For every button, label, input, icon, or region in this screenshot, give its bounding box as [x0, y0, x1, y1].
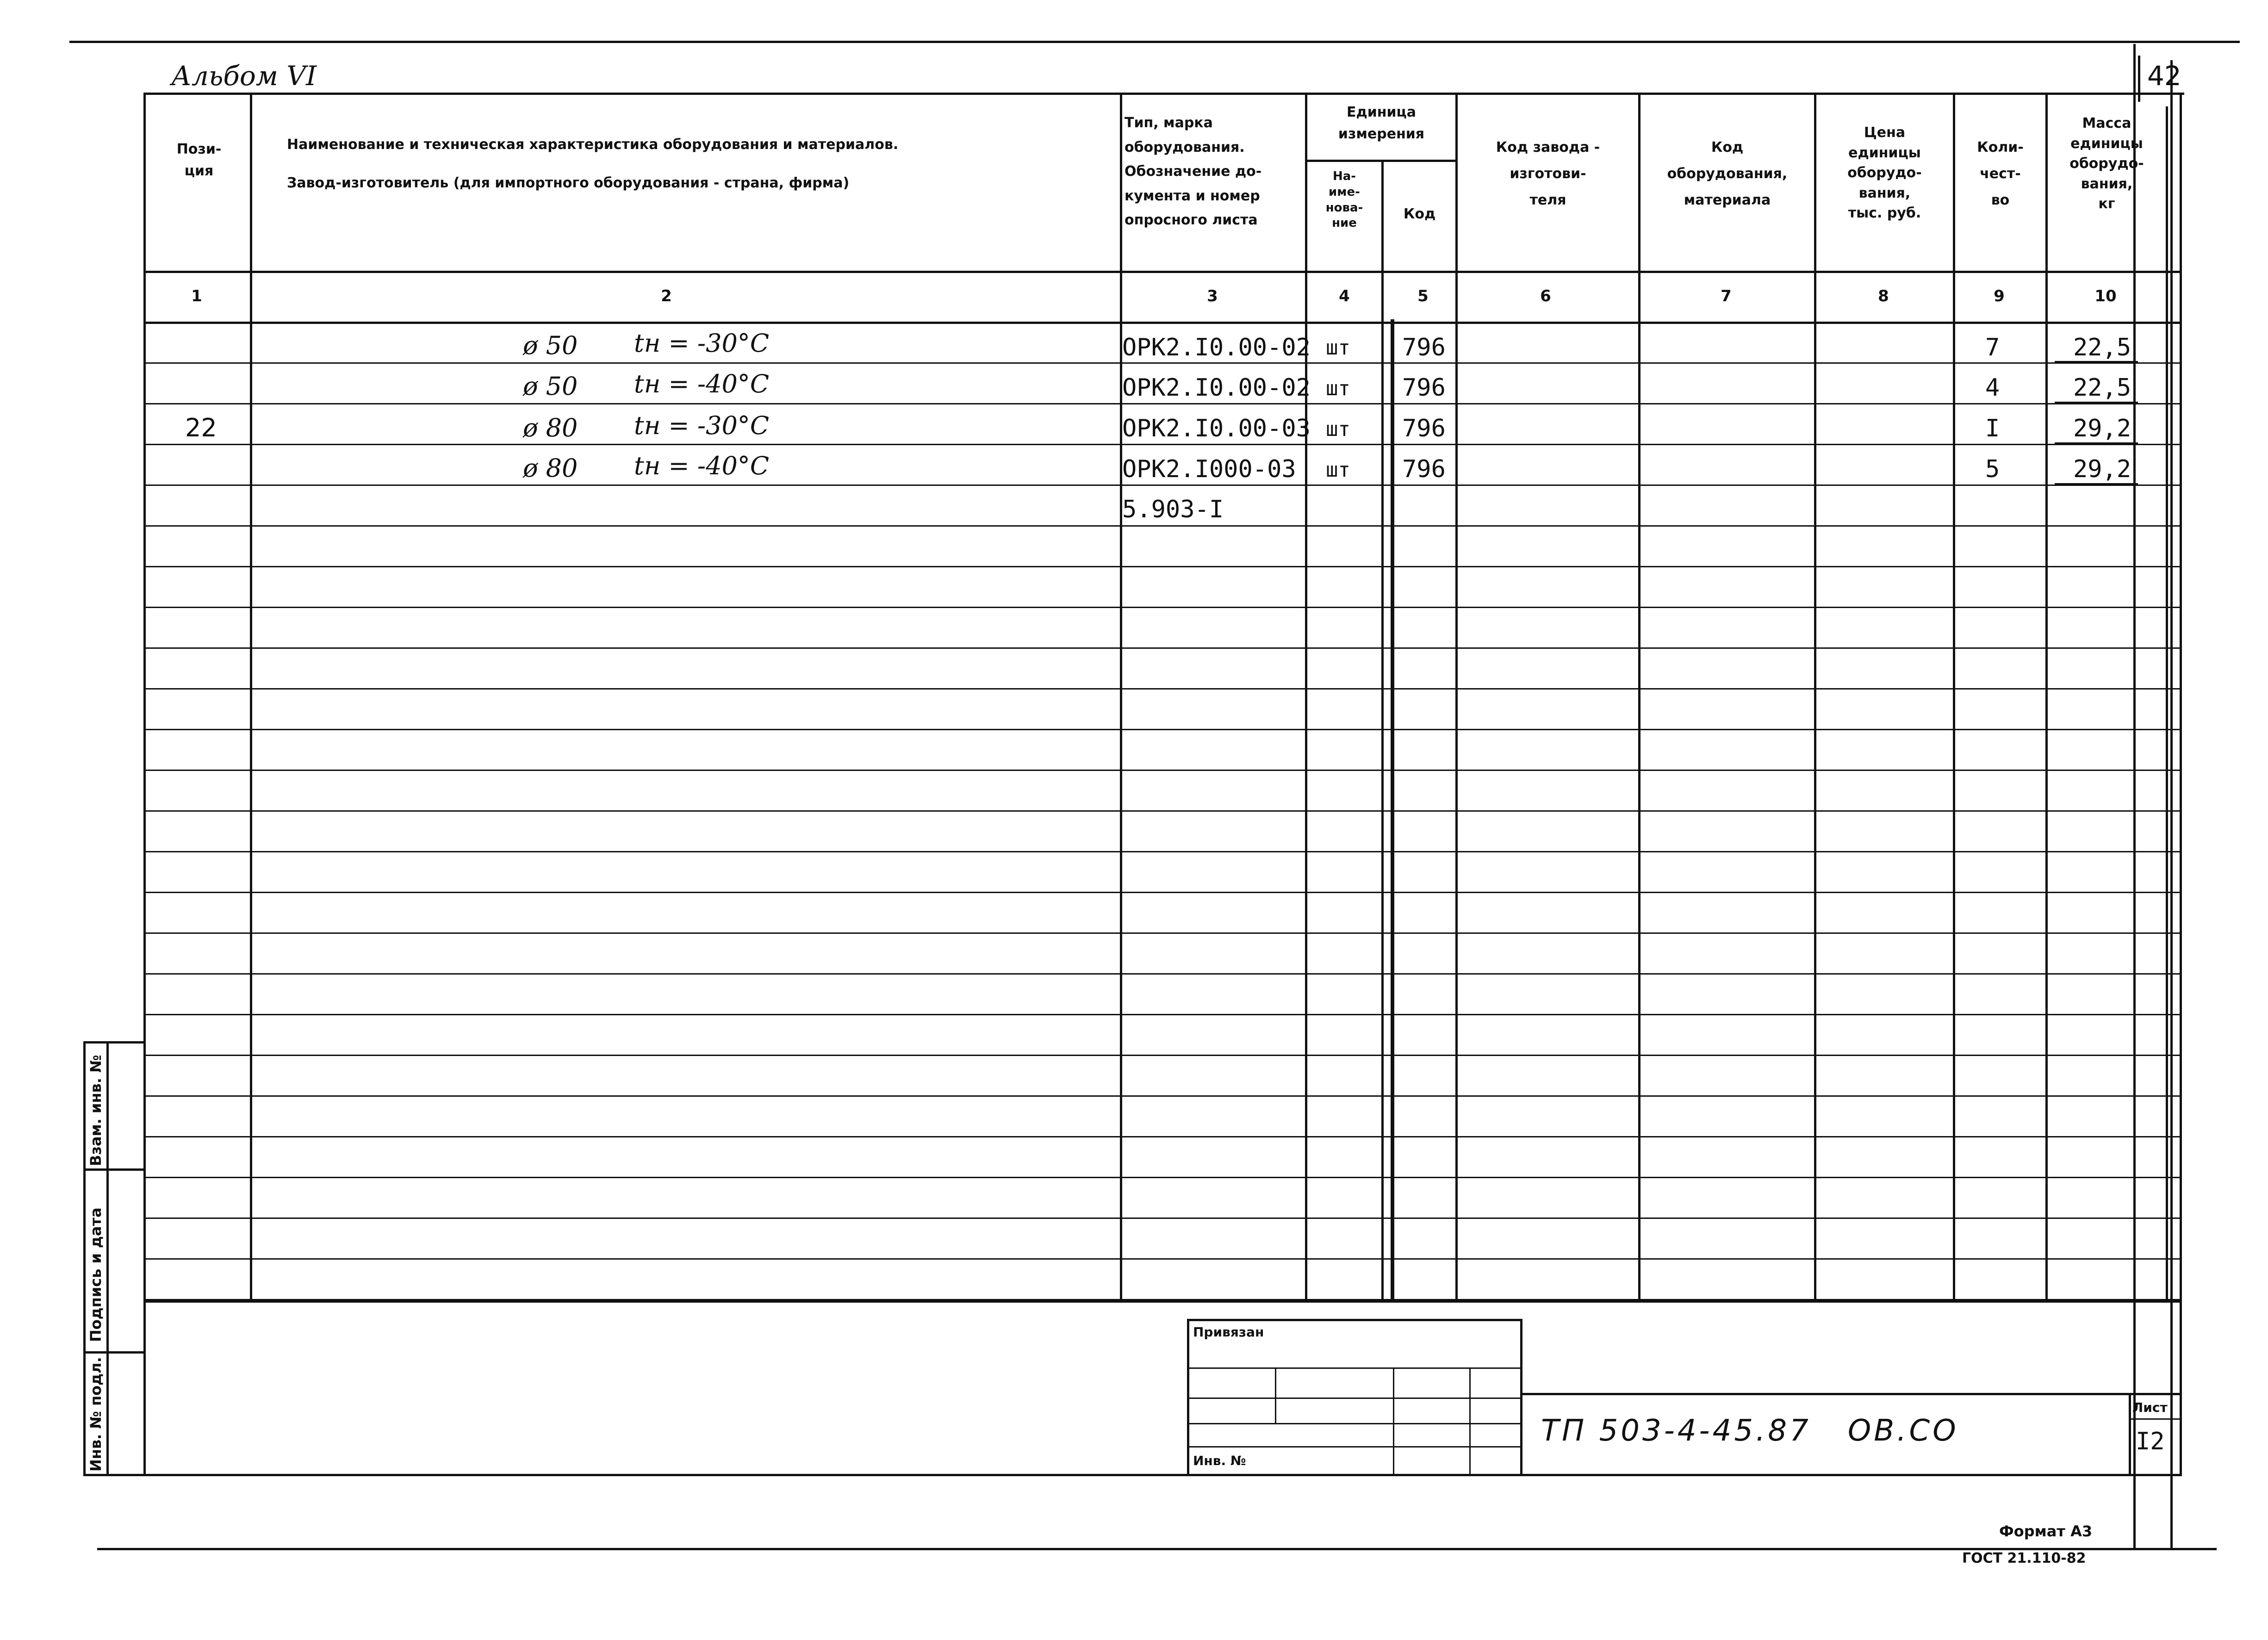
row-position: 22 [185, 413, 217, 442]
sheet-number: I2 [2136, 1428, 2165, 1455]
header-quantity: Коли- чест- во [1977, 139, 2024, 208]
row-quantity: 7 [1985, 334, 2000, 361]
column-number: 5 [1417, 287, 1429, 305]
row-unit: шт [1326, 377, 1350, 400]
row-line [143, 485, 2180, 486]
row-line [143, 566, 2180, 567]
row-line [143, 647, 2180, 649]
column-number: 10 [2094, 287, 2117, 305]
row-line [143, 403, 2180, 404]
row-line [143, 810, 2180, 812]
row-line [143, 444, 2180, 445]
row-line [143, 1177, 2180, 1178]
row-line [143, 525, 2180, 527]
inv-number-label: Инв. № [1193, 1453, 1246, 1468]
column-number: 6 [1540, 287, 1551, 305]
row-temperature: tн = -30°C [634, 411, 770, 440]
sheet-label: Лист [2132, 1400, 2168, 1415]
header-unit-group: Единица измерения [1338, 104, 1425, 142]
row-line [143, 362, 2180, 364]
row-line [143, 1055, 2180, 1056]
row-code: 796 [1402, 334, 1446, 361]
row-type: OPK2.I0.00-02 [1122, 374, 1311, 402]
column-number: 8 [1878, 287, 1889, 305]
header-unit-code: Код [1403, 206, 1436, 222]
row-mass: 22,5 [2073, 334, 2131, 361]
side-label-inv-podl: Инв. № подл. [87, 1357, 105, 1472]
row-line [143, 729, 2180, 730]
column-number: 1 [191, 287, 202, 305]
row-type: OPK2.I000-03 [1122, 455, 1296, 483]
row-line [143, 770, 2180, 771]
row-diameter: ø 50 [523, 331, 578, 360]
row-line [143, 1014, 2180, 1015]
row-line [143, 688, 2180, 690]
privyazan-label: Привязан [1193, 1324, 1264, 1340]
row-line [143, 607, 2180, 608]
row-code: 796 [1402, 374, 1446, 402]
row-temperature: tн = -40°C [634, 451, 770, 480]
row-quantity: I [1985, 415, 2000, 442]
row-line [143, 1218, 2180, 1219]
row-line [143, 1095, 2180, 1097]
header-mass: Масса единицы оборудо- вания, кг [2069, 115, 2144, 212]
column-number: 2 [661, 287, 672, 305]
row-mass: 29,2 [2073, 455, 2131, 483]
row-code: 796 [1402, 455, 1446, 483]
row-quantity: 4 [1985, 374, 2000, 402]
column-number: 7 [1721, 287, 1732, 305]
side-label-podpis: Подпись и дата [87, 1207, 105, 1342]
header-position: Пози- ция [176, 141, 222, 179]
row-code: 796 [1402, 415, 1446, 442]
row-line [143, 932, 2180, 934]
gost-label: ГОСТ 21.110-82 [1962, 1550, 2086, 1566]
row-temperature: tн = -30°C [634, 329, 770, 358]
row-type: 5.903-I [1122, 496, 1224, 523]
row-mass: 22,5 [2073, 374, 2131, 402]
row-line [143, 1136, 2180, 1137]
document-code: ТП 503-4-45.87 ОВ.СО [1541, 1414, 1959, 1448]
row-type: OPK2.I0.00-03 [1122, 415, 1311, 442]
row-diameter: ø 50 [523, 372, 578, 401]
row-unit: шт [1326, 458, 1350, 482]
row-line [143, 851, 2180, 852]
format-label: Формат А3 [1999, 1522, 2093, 1540]
row-diameter: ø 80 [523, 453, 578, 483]
row-temperature: tн = -40°C [634, 369, 770, 398]
header-factory-code: Код завода - изготови- теля [1496, 139, 1600, 208]
row-mass: 29,2 [2073, 415, 2131, 442]
row-line [143, 892, 2180, 893]
header-name: Наименование и техническая характеристика оборудования и материалов. Завод-изготовитель (для импортного оборудования - страна, фирма) [287, 137, 899, 191]
column-number: 4 [1339, 287, 1350, 305]
column-number: 3 [1207, 287, 1218, 305]
row-unit: шт [1326, 336, 1350, 360]
row-unit: шт [1326, 417, 1350, 441]
header-unit-name: На- име- нова- ние [1325, 169, 1363, 230]
column-number: 9 [1994, 287, 2005, 305]
row-line [143, 1258, 2180, 1260]
header-type: Тип, марка оборудования. Обозначение до- кумента и номер опросного листа [1125, 115, 1262, 228]
row-quantity: 5 [1985, 455, 2000, 483]
header-price: Цена единицы оборудо- вания, тыс. руб. [1847, 124, 1922, 221]
header-equipment-code: Код оборудования, материала [1667, 139, 1788, 208]
row-type: OPK2.I0.00-02 [1122, 334, 1311, 361]
album-label: Альбом VI [171, 60, 317, 92]
page-number: 42 [2147, 60, 2181, 92]
side-label-vzam: Взам. инв. № [87, 1055, 105, 1166]
row-diameter: ø 80 [523, 413, 578, 442]
row-line [143, 973, 2180, 975]
